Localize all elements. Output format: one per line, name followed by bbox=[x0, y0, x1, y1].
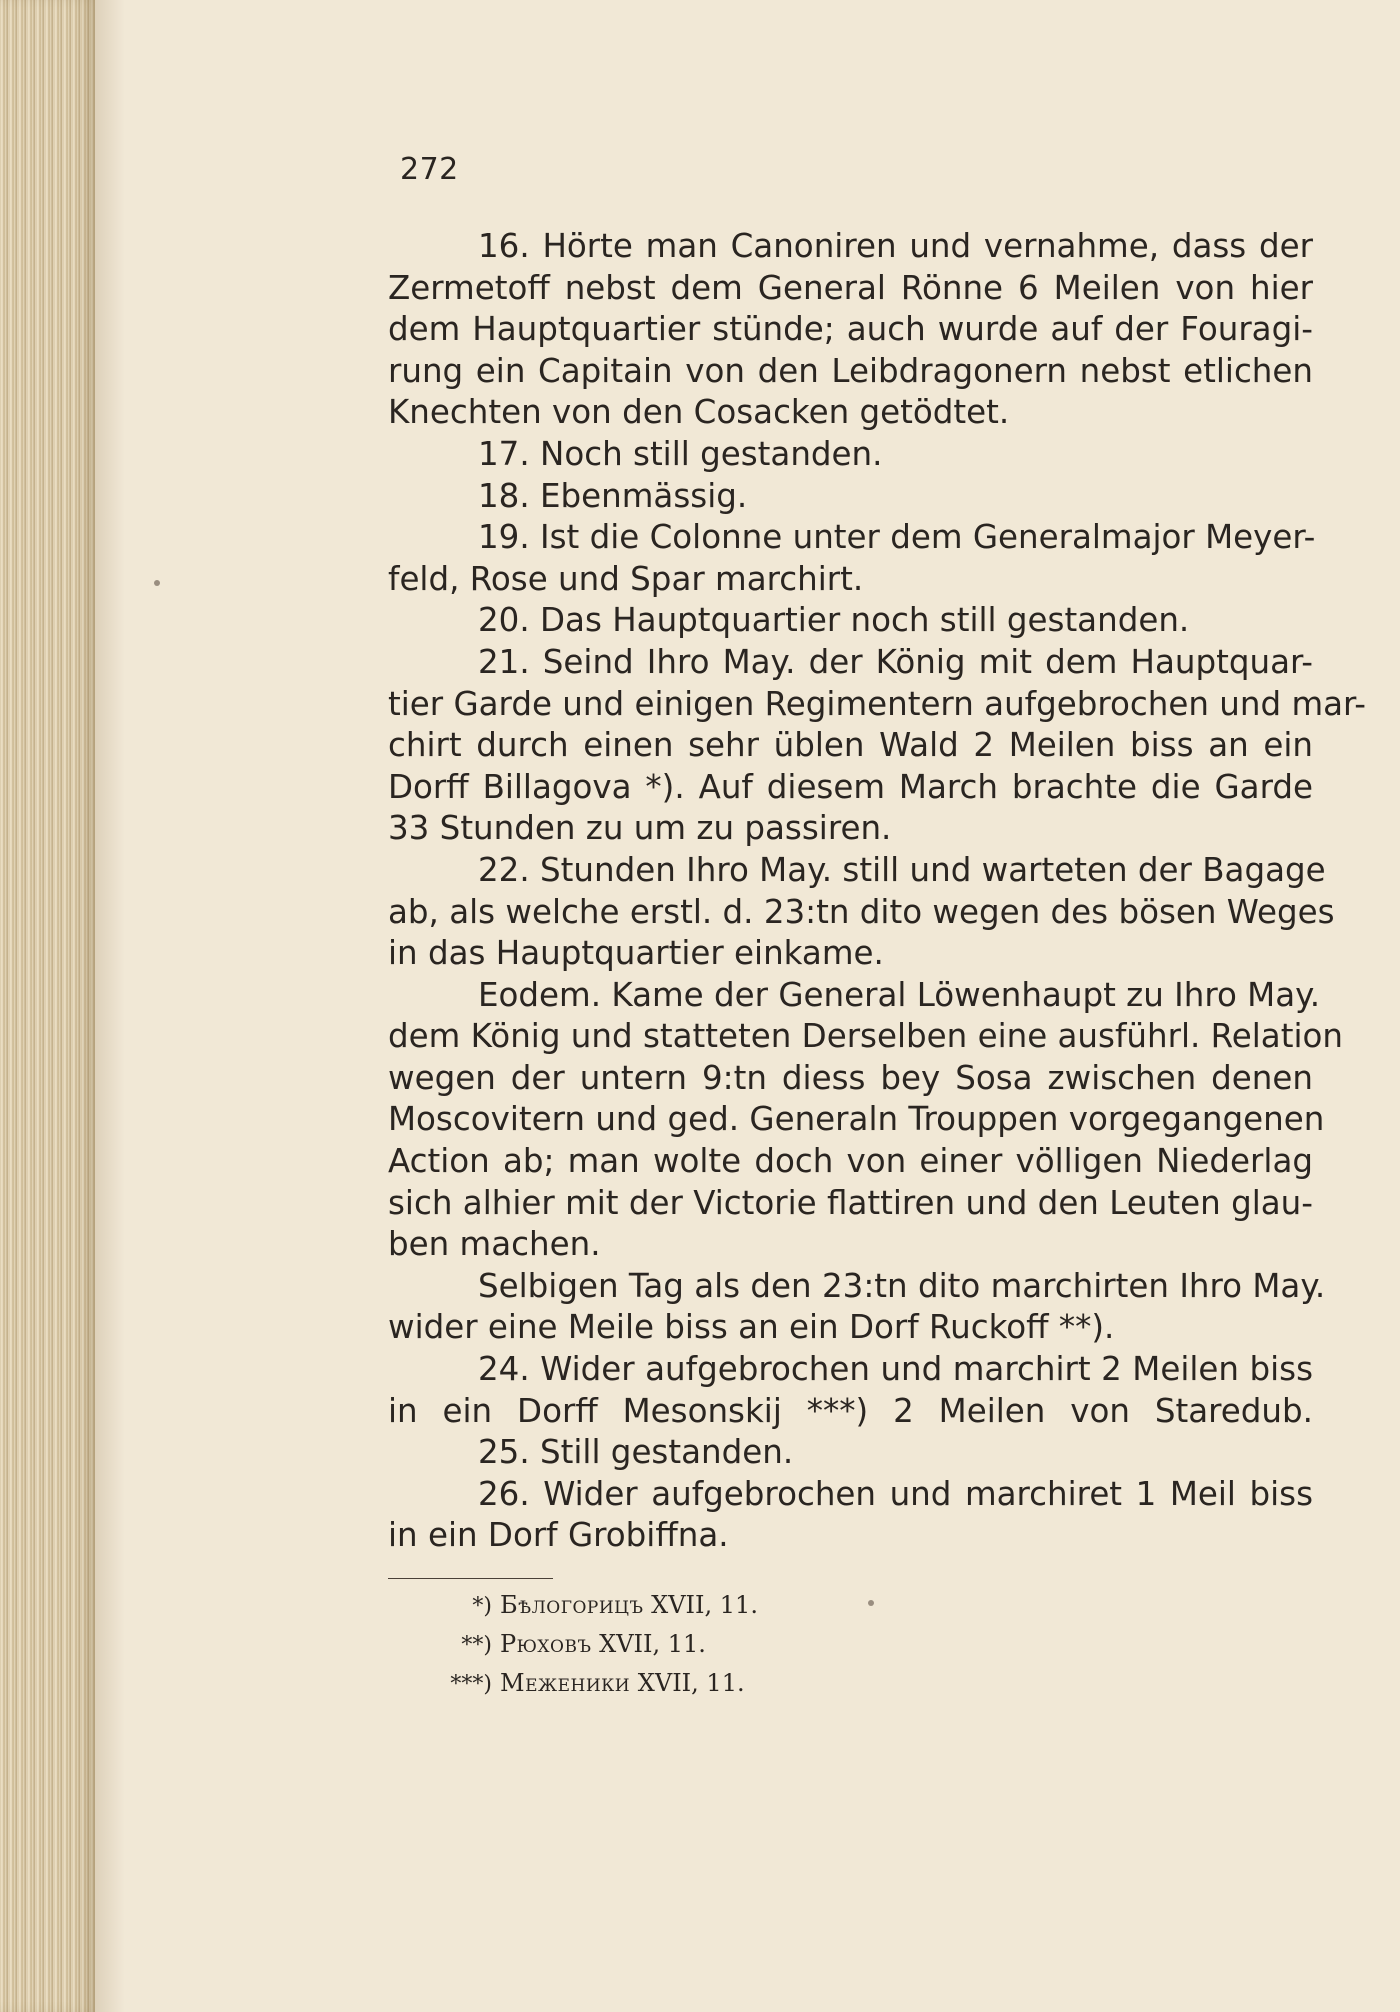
text-line: in das Hauptquartier einkame. bbox=[388, 934, 884, 973]
footnote-name: Рюховъ bbox=[500, 1630, 592, 1658]
text-line: dem König und statteten Derselben eine ausführl. Relation bbox=[388, 1017, 1343, 1056]
footnote-ref: XVII, 11. bbox=[637, 1669, 745, 1697]
paper-speck bbox=[154, 580, 160, 586]
footnote-ref: XVII, 11. bbox=[599, 1630, 706, 1658]
footnote-mark: **) bbox=[461, 1633, 492, 1658]
text-line: ben machen. bbox=[388, 1225, 601, 1264]
text-line: feld, Rose und Spar marchirt. bbox=[388, 559, 864, 598]
text-line: sich alhier mit der Victorie flattiren und den Leuten glau- bbox=[388, 1183, 1313, 1222]
text-line: chirt durch einen sehr üblen Wald 2 Meilen biss an ein bbox=[388, 726, 1313, 765]
text-line: 24. Wider aufgebrochen und marchirt 2 Meilen biss bbox=[478, 1350, 1313, 1389]
text-line: 19. Ist die Colonne unter dem Generalmajor Meyer- bbox=[478, 518, 1316, 557]
text-line: Moscovitern und ged. Generaln Trouppen vorgegangenen bbox=[388, 1100, 1325, 1139]
footnote-ref: XVII, 11. bbox=[651, 1591, 758, 1619]
text-line: in ein Dorf Grobiffna. bbox=[388, 1516, 729, 1555]
text-line: 18. Ebenmässig. bbox=[478, 476, 748, 515]
text-line: Zermetoff nebst dem General Rönne 6 Meilen von hier bbox=[388, 268, 1313, 307]
footnote bbox=[440, 1664, 758, 1703]
book-page-edge bbox=[0, 0, 95, 2012]
text-line: Knechten von den Cosacken getödtet. bbox=[388, 393, 1010, 432]
text-line: 26. Wider aufgebrochen und marchiret 1 Meil biss bbox=[478, 1474, 1313, 1513]
text-line: dem Hauptquartier stünde; auch wurde auf der Fouragi- bbox=[388, 310, 1313, 349]
text-line: tier Garde und einigen Regimentern aufgebrochen und mar- bbox=[388, 684, 1367, 723]
text-line: Action ab; man wolte doch von einer völligen Niederlag bbox=[388, 1142, 1313, 1181]
main-text bbox=[388, 226, 1367, 1557]
footnotes bbox=[440, 1586, 758, 1703]
text-line: 16. Hörte man Canoniren und vernahme, dass der bbox=[478, 227, 1313, 265]
text-line: 33 Stunden zu um zu passiren. bbox=[388, 809, 892, 848]
footnote-mark: *) bbox=[472, 1594, 492, 1619]
text-line: Dorff Billagova *). Auf diesem March brachte die Garde bbox=[388, 767, 1313, 806]
text-line: 20. Das Hauptquartier noch still gestanden. bbox=[478, 601, 1190, 640]
text-line: wider eine Meile biss an ein Dorf Ruckoff **). bbox=[388, 1308, 1115, 1347]
text-line: in ein Dorff Mesonskij ***) 2 Meilen von Staredub. bbox=[388, 1391, 1313, 1430]
footnote-name: Меженики bbox=[500, 1669, 631, 1697]
text-line: 25. Still gestanden. bbox=[478, 1433, 794, 1472]
text-line: rung ein Capitain von den Leibdragonern nebst etlichen bbox=[388, 351, 1313, 390]
footnote-divider bbox=[388, 1578, 553, 1579]
paper-speck bbox=[868, 1600, 874, 1606]
page-number: 272 bbox=[400, 152, 459, 187]
footnote-name: Бѣлогорицъ bbox=[500, 1591, 644, 1619]
text-line: Eodem. Kame der General Löwenhaupt zu Ihro May. bbox=[478, 975, 1321, 1014]
footnote bbox=[440, 1625, 758, 1664]
footnote-mark: ***) bbox=[450, 1672, 492, 1697]
text-line: 17. Noch still gestanden. bbox=[478, 434, 883, 473]
text-line: 22. Stunden Ihro May. still und warteten der Bagage bbox=[478, 850, 1326, 889]
footnote bbox=[440, 1586, 758, 1625]
text-line: wegen der untern 9:tn diess bey Sosa zwischen denen bbox=[388, 1058, 1313, 1097]
text-line: 21. Seind Ihro May. der König mit dem Hauptquar- bbox=[478, 642, 1313, 681]
text-line: ab, als welche erstl. d. 23:tn dito wegen des bösen Weges bbox=[388, 892, 1335, 931]
text-line: Selbigen Tag als den 23:tn dito marchirten Ihro May. bbox=[478, 1266, 1326, 1305]
